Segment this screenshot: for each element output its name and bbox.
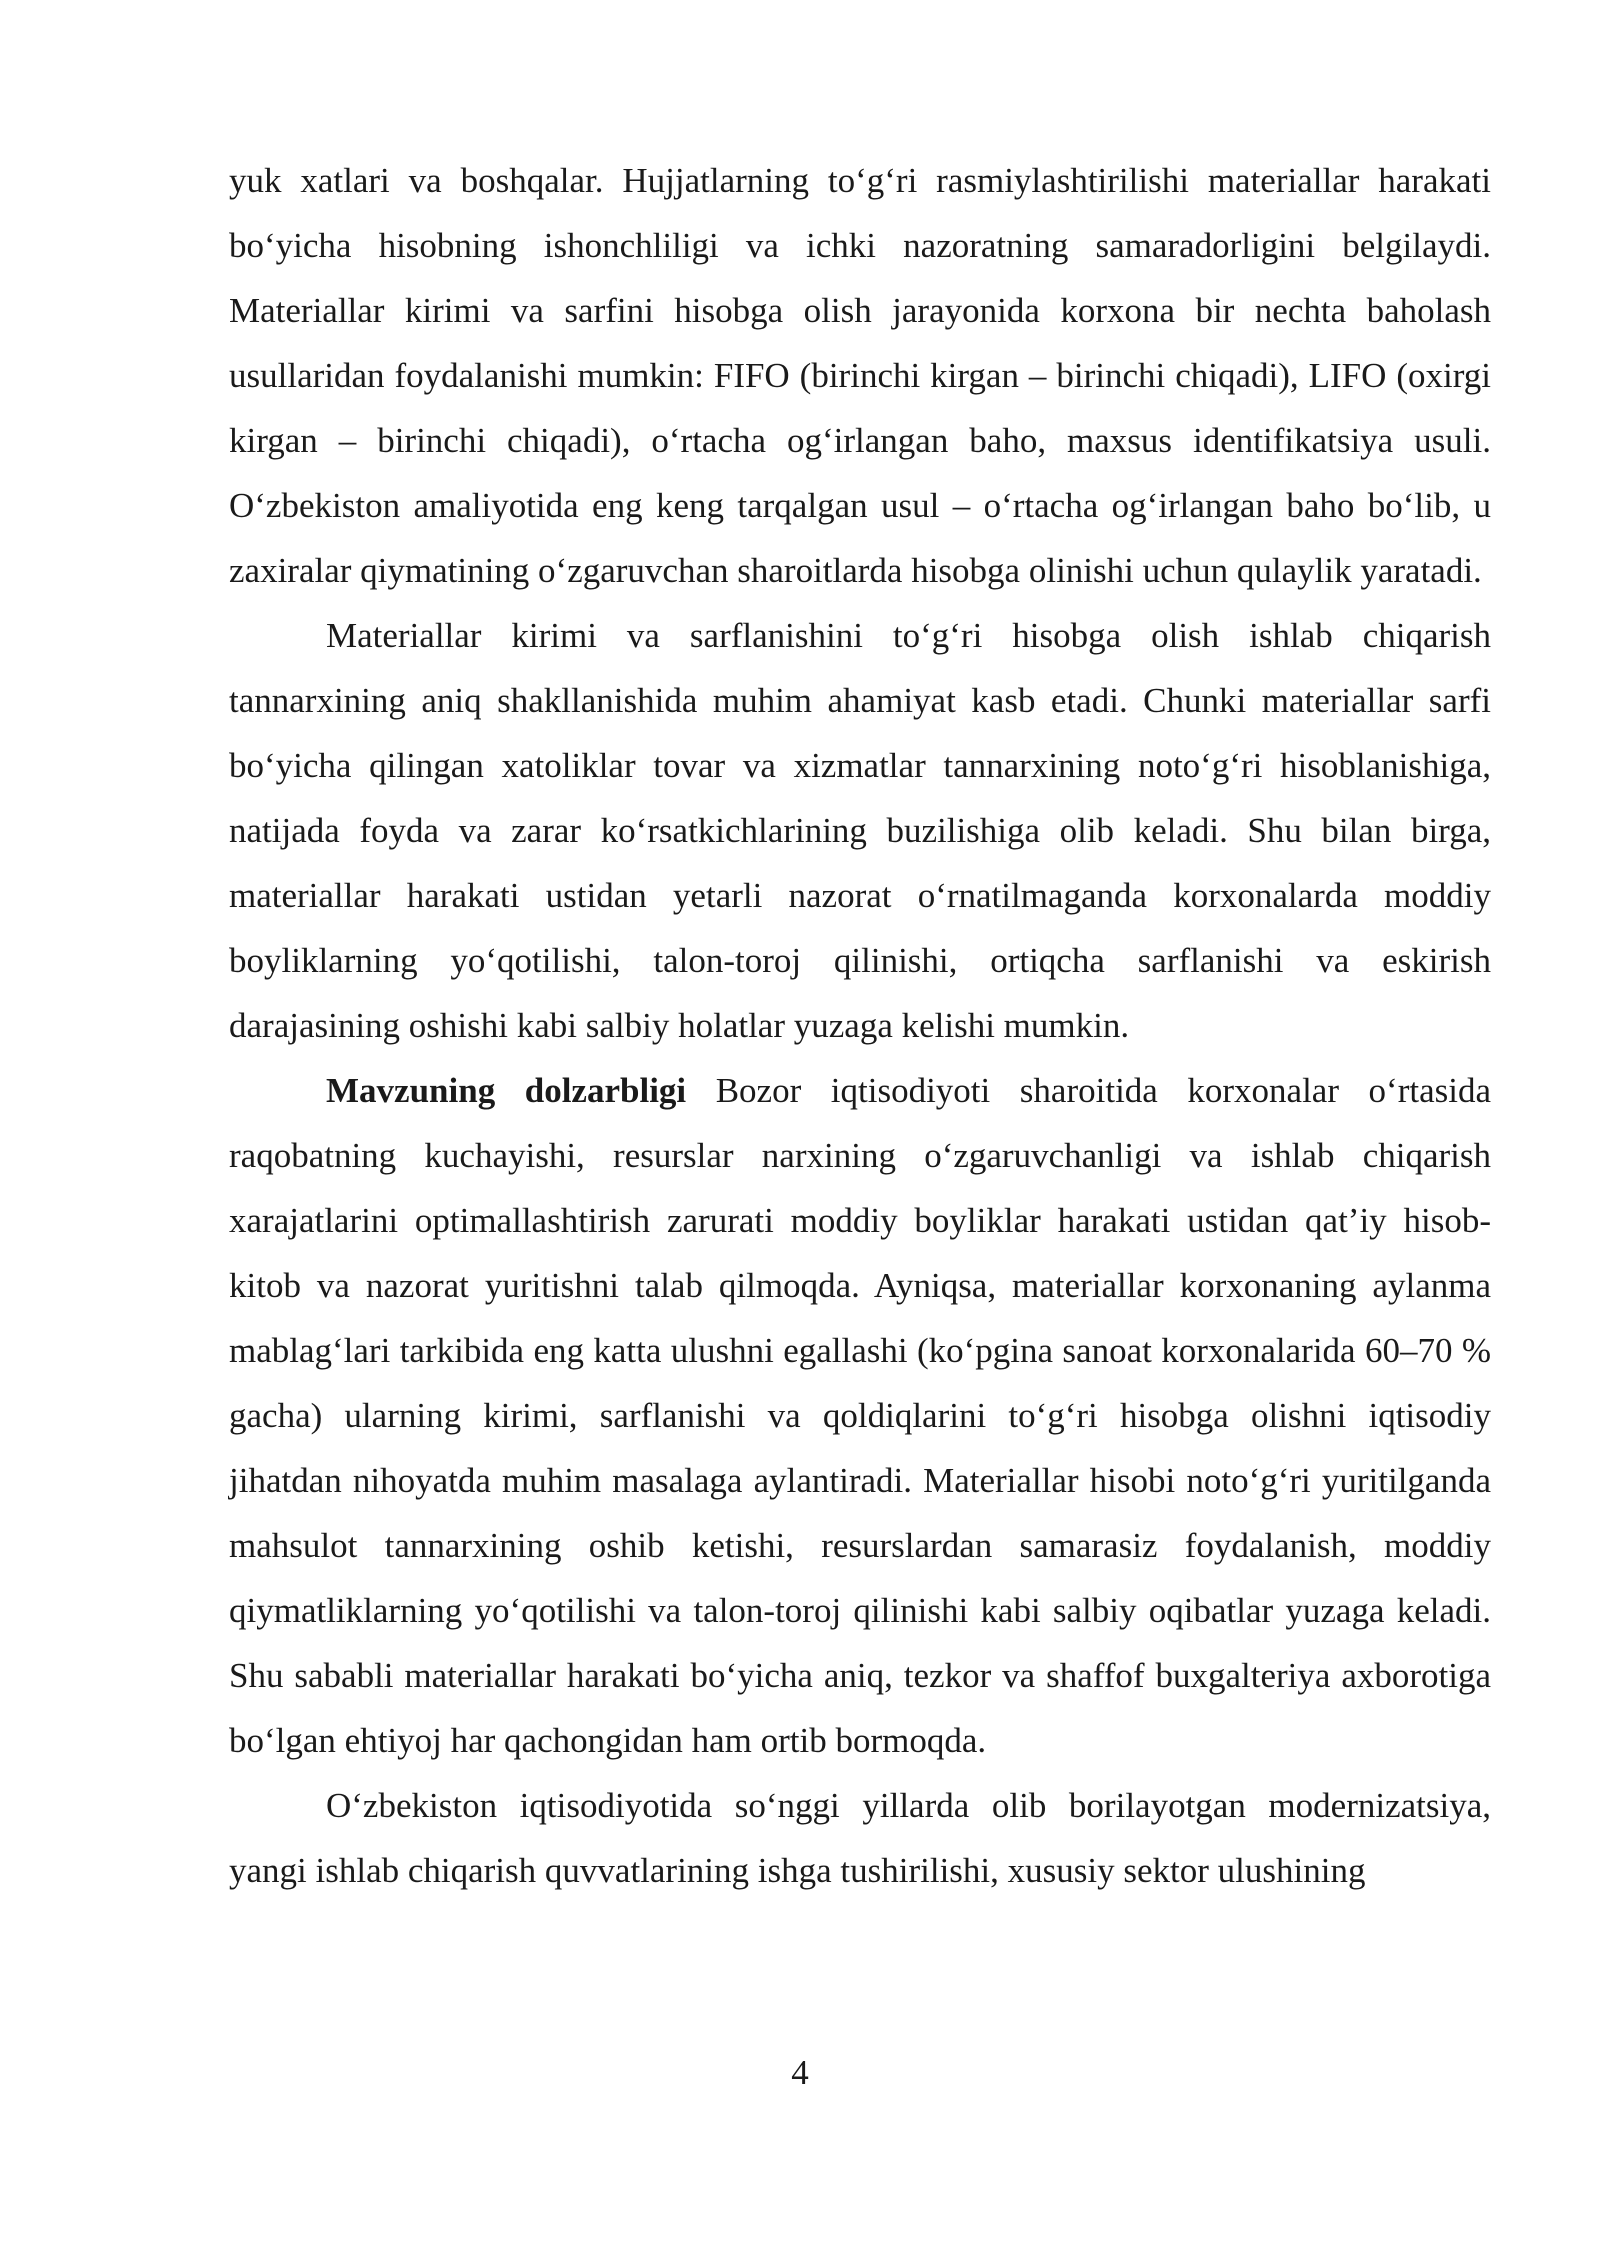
paragraph-topic-relevance <box>229 1058 1491 1773</box>
body-text <box>229 148 1491 1903</box>
paragraph-materials-accounting: Materiallar kirimi va sarflanishini to‘g‘ri hisobga olish ishlab chiqarish tannarxining aniq shakllanishida muhim ahamiyat kasb etadi. Chunki materiallar sarfi bo‘yicha qilingan xatoliklar tovar va xizmatlar tannarxining noto‘g‘ri hisoblanishiga, natijada foyda va zarar ko‘rsatkichlarining buzilishiga olib keladi. Shu bilan birga, materiallar harakati ustidan yetarli nazorat o‘rnatilmaganda korxonalarda moddiy boyliklarning yo‘qotilishi, talon-toroj qilinishi, ortiqcha sarflanishi va eskirish darajasining oshishi kabi salbiy holatlar yuzaga kelishi mumkin. <box>229 616 1491 1045</box>
topic-relevance-text: Bozor iqtisodiyoti sharoitida korxonalar o‘rtasida raqobatning kuchayishi, resurslar narxining o‘zgaruvchanligi va ishlab chiqarish xarajatlarini optimallashtirish zarurati moddiy boyliklar harakati ustidan qat’iy hisob-kitob va nazorat yuritishni talab qilmoqda. Ayniqsa, materiallar korxonaning aylanma mablag‘lari tarkibida eng katta ulushni egallashi (ko‘pgina sanoat korxonalarida 60–70 % gacha) ularning kirimi, sarflanishi va qoldiqlarini to‘g‘ri hisobga olishni iqtisodiy jihatdan nihoyatda muhim masalaga aylantiradi. Materiallar hisobi noto‘g‘ri yuritilganda mahsulot tannarxining oshib ketishi, resurslardan samarasiz foydalanish, moddiy qiymatliklarning yo‘qotilishi va talon-toroj qilinishi kabi salbiy oqibatlar yuzaga keladi. Shu sababli materiallar harakati bo‘yicha aniq, tezkor va shaffof buxgalteriya axborotiga bo‘lgan ehtiyoj har qachongidan ham ortib bormoqda. <box>229 1071 1491 1760</box>
topic-relevance-heading: Mavzuning dolzarbligi <box>326 1071 687 1110</box>
page-number: 4 <box>791 2053 809 2092</box>
paragraph-uzbekistan-economy: O‘zbekiston iqtisodiyotida so‘nggi yillarda olib borilayotgan modernizatsiya, yangi ishlab chiqarish quvvatlarining ishga tushirilishi, xususiy sektor ulushining <box>229 1786 1491 1890</box>
paragraph-continuation: yuk xatlari va boshqalar. Hujjatlarning to‘g‘ri rasmiylashtirilishi materiallar harakati bo‘yicha hisobning ishonchliligi va ichki nazoratning samaradorligini belgilaydi. Materiallar kirimi va sarfini hisobga olish jarayonida korxona bir nechta baholash usullaridan foydalanishi mumkin: FIFO (birinchi kirgan – birinchi chiqadi), LIFO (oxirgi kirgan – birinchi chiqadi), o‘rtacha og‘irlangan baho, maxsus identifikatsiya usuli. O‘zbekiston amaliyotida eng keng tarqalgan usul – o‘rtacha og‘irlangan baho bo‘lib, u zaxiralar qiymatining o‘zgaruvchan sharoitlarda hisobga olinishi uchun qulaylik yaratadi. <box>229 161 1491 590</box>
